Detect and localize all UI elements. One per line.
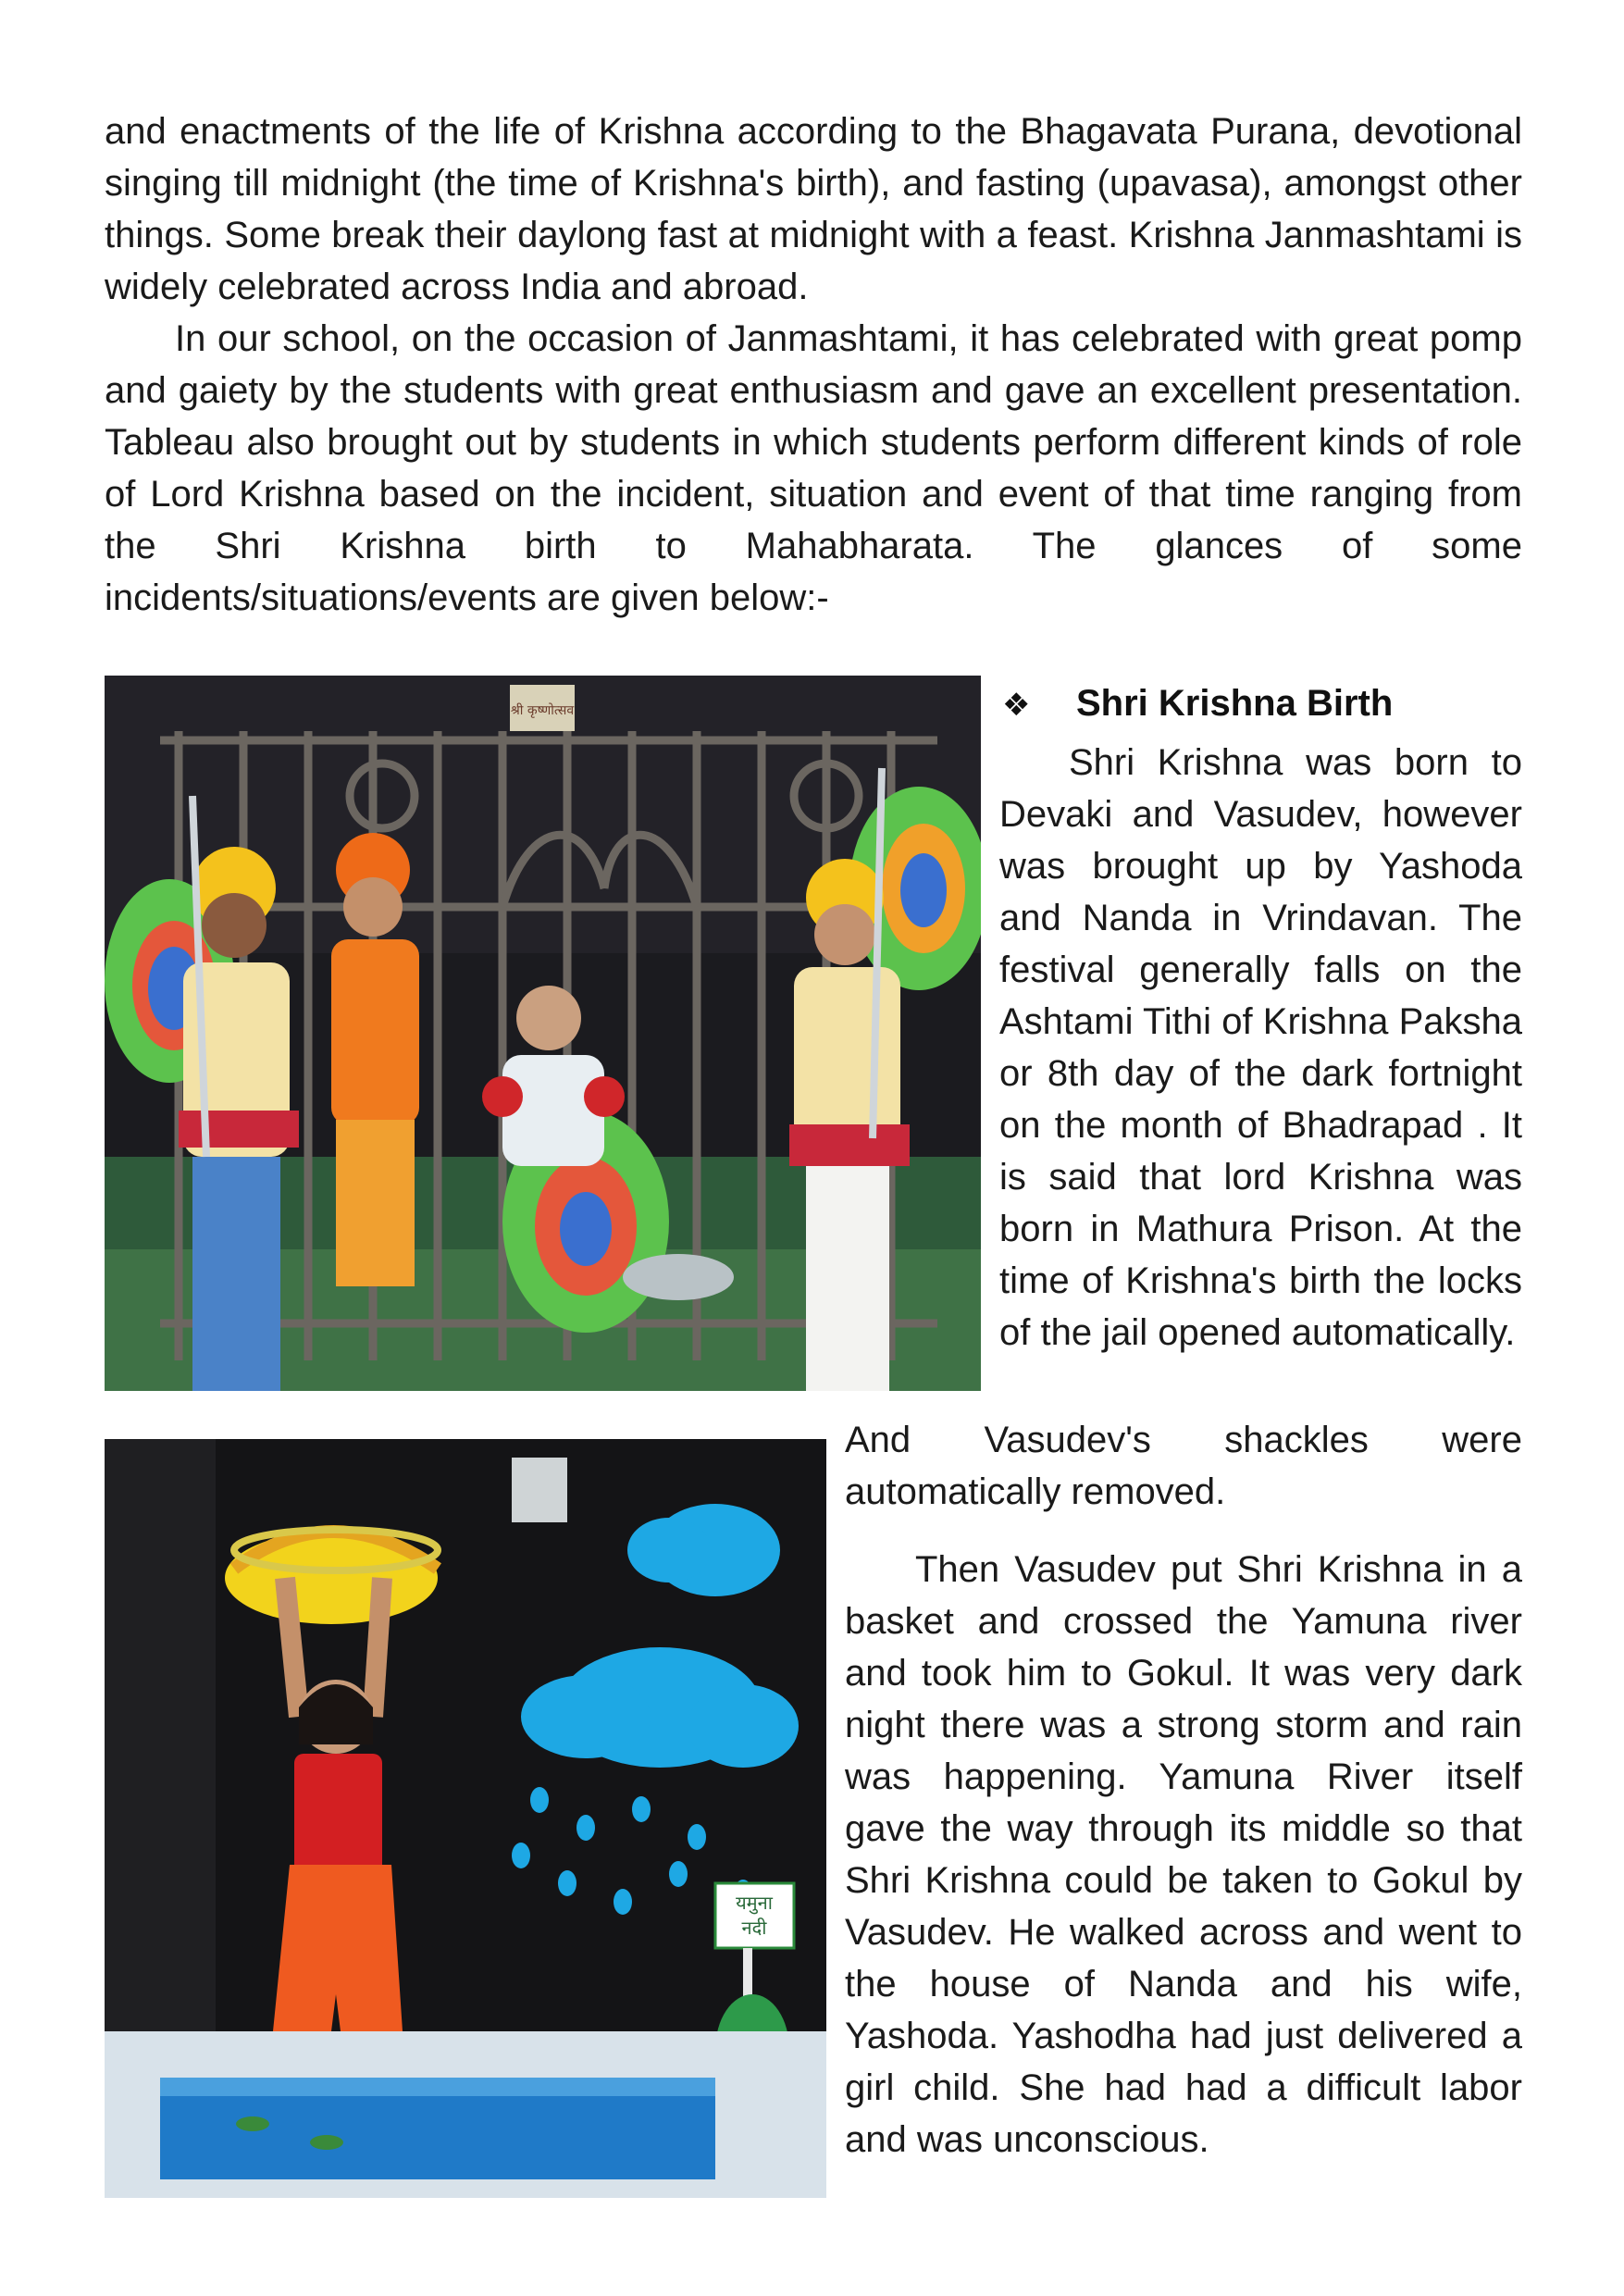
diamond-bullet-icon: ❖	[1002, 688, 1031, 723]
intro-paragraph-2: In our school, on the occasion of Janmashtami, it has celebrated with great pomp and gaiety by the students with great enthusiasm and gave an excellent presentation. Tableau also brought out by students in which students perform different kinds of role of Lord Krishna based on the incident, situation and event of that time ranging from the Shri Krishna birth to Mahabharata. The glances of some incidents/situations/events are given below:-	[105, 318, 1522, 618]
birth-paragraph-tail: And Vasudev's shackles were automatically removed.	[845, 1420, 1522, 1512]
river-sign-line1: यमुना	[736, 1892, 773, 1914]
yamuna-tableau-photo	[105, 1439, 826, 2198]
prison-sign-text: श्री कृष्णोत्सव	[510, 703, 575, 718]
section-heading	[1002, 676, 1520, 731]
birth-paragraph-side: Shri Krishna was born to Devaki and Vasudev, however was brought up by Yashoda and Nanda in Vrindavan. The festival generally falls on the Ashtami Tithi of Krishna Paksha or 8th day of the dark fortnight on the month of Bhadrapad . It is said that lord Krishna was born in Mathura Prison. At the time of Krishna's birth the locks of the jail opened automatically.	[999, 742, 1522, 1353]
section-heading-text: Shri Krishna Birth	[1076, 683, 1394, 724]
prison-tableau-photo	[105, 676, 981, 1391]
vasudev-paragraph: Then Vasudev put Shri Krishna in a basket and crossed the Yamuna river and took him to Gokul. It was very dark night there was a strong storm and rain was happening. Yamuna River itself gave the way through its middle so that Shri Krishna could be taken to Gokul by Vasudev. He walked across and went to the house of Nanda and his wife, Yashoda. Yashodha had just delivered a girl child. She had had a difficult labor and was unconscious.	[845, 1549, 1522, 2160]
yamuna-tableau-image	[105, 1439, 826, 2198]
intro-text	[105, 105, 1522, 624]
prison-tableau-image	[105, 676, 981, 1391]
river-sign-line2: नदी	[741, 1917, 767, 1939]
intro-paragraph-1: and enactments of the life of Krishna according to the Bhagavata Purana, devotional singing till midnight (the time of Krishna's birth), and fasting (upavasa), amongst other things. Some break their daylong fast at midnight with a feast. Krishna Janmashtami is widely celebrated across India and abroad.	[105, 111, 1522, 307]
